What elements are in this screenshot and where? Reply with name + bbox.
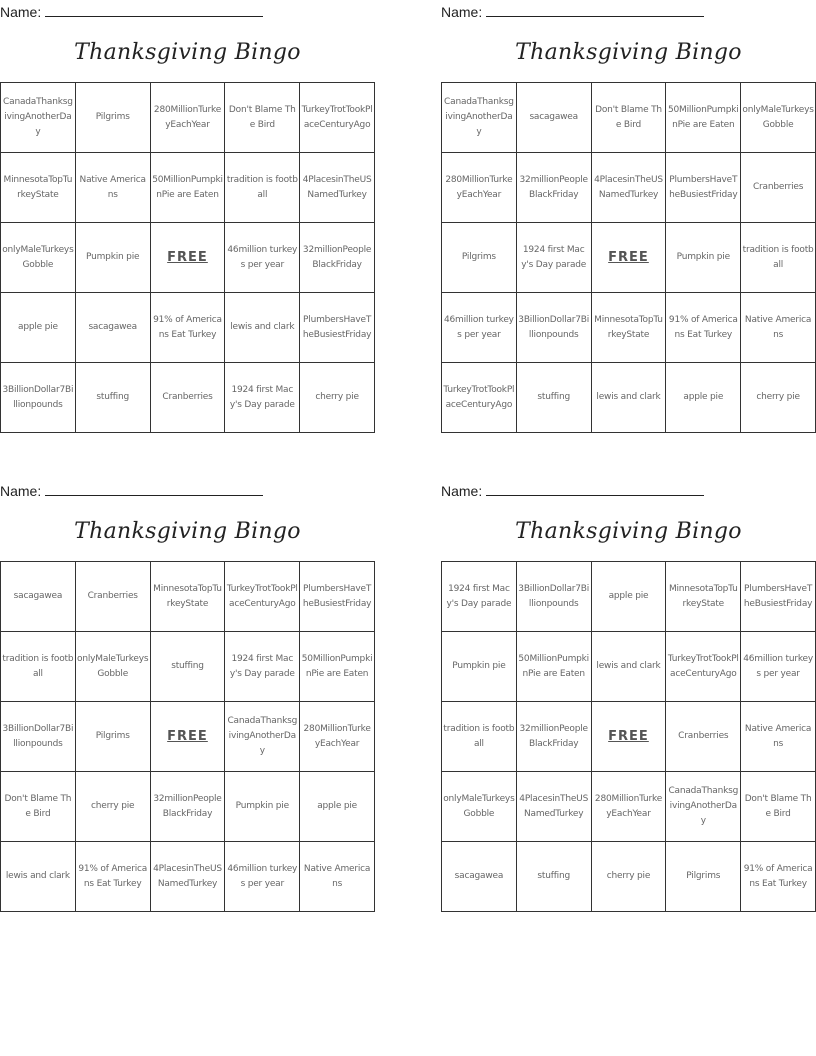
bingo-cell-label: 3BillionDollar7Billionpounds: [518, 314, 590, 340]
bingo-cell-label: Native Americans: [744, 723, 812, 749]
bingo-cell[interactable]: [517, 842, 592, 912]
bingo-cell-label: Pumpkin pie: [676, 252, 730, 262]
bingo-cell[interactable]: [592, 842, 667, 912]
bingo-cell[interactable]: [517, 772, 592, 842]
bingo-cell[interactable]: [517, 223, 592, 293]
bingo-cell-label: tradition is football: [443, 723, 515, 749]
bingo-cell[interactable]: [666, 363, 741, 433]
name-field: [0, 481, 263, 499]
bingo-cell[interactable]: [442, 562, 517, 632]
bingo-cell[interactable]: [666, 83, 741, 153]
bingo-cell-label: MinnesotaTopTurkeyState: [594, 314, 663, 340]
bingo-cell-label: Don't Blame The Bird: [595, 104, 662, 130]
bingo-cell-label: apple pie: [317, 801, 357, 811]
bingo-cell[interactable]: [442, 842, 517, 912]
bingo-cell-label: 280MillionTurkeyEachYear: [303, 723, 371, 749]
bingo-cell[interactable]: [741, 562, 816, 632]
bingo-cell-label: PlumbersHaveTheBusiestFriday: [302, 314, 372, 340]
bingo-cell-label: Pumpkin pie: [235, 801, 289, 811]
bingo-card-3: [0, 479, 375, 919]
bingo-cell[interactable]: [1, 223, 76, 293]
bingo-cell-label: Native Americans: [79, 174, 146, 200]
bingo-cell[interactable]: [1, 363, 76, 433]
bingo-grid: [0, 82, 375, 433]
bingo-cell-label: apple pie: [683, 392, 724, 402]
bingo-cell-label: Pilgrims: [461, 252, 496, 262]
bingo-cell-label: 1924 first Macy's Day parade: [521, 244, 587, 270]
bingo-cell-label: TurkeyTrotTookPlaceCenturyAgo: [301, 104, 373, 130]
bingo-cell-label: 50MillionPumpkinPie are Eaten: [518, 653, 589, 679]
bingo-cell[interactable]: [76, 363, 151, 433]
card-title: Thanksgiving Bingo: [74, 40, 301, 65]
bingo-cell[interactable]: [76, 562, 151, 632]
bingo-cell[interactable]: [300, 632, 375, 702]
bingo-cell-label: lewis and clark: [596, 661, 661, 671]
bingo-cell[interactable]: [666, 842, 741, 912]
bingo-cell[interactable]: [300, 363, 375, 433]
name-field: [441, 2, 704, 20]
bingo-cell-label: CanadaThanksgivingAnotherDay: [3, 97, 73, 137]
bingo-cell-label: MinnesotaTopTurkeyState: [668, 583, 738, 609]
bingo-cell[interactable]: [741, 293, 816, 363]
bingo-cell-label: 91% of Americans Eat Turkey: [78, 863, 148, 889]
bingo-cell[interactable]: [517, 293, 592, 363]
bingo-cell-label: stuffing: [537, 392, 570, 402]
bingo-cell-label: stuffing: [171, 661, 204, 671]
bingo-cell[interactable]: [300, 772, 375, 842]
bingo-cell[interactable]: [76, 842, 151, 912]
bingo-cell-label: apple pie: [608, 591, 649, 601]
bingo-cell[interactable]: [442, 83, 517, 153]
bingo-cell[interactable]: [592, 632, 667, 702]
free-space-cell[interactable]: [151, 702, 226, 772]
bingo-cell-label: 280MillionTurkeyEachYear: [153, 104, 222, 130]
bingo-cell[interactable]: [592, 772, 667, 842]
bingo-cell-label: Don't Blame The Bird: [228, 104, 296, 130]
bingo-cell[interactable]: [442, 702, 517, 772]
card-title: Thanksgiving Bingo: [74, 519, 301, 544]
bingo-cell[interactable]: [300, 702, 375, 772]
bingo-cell[interactable]: [225, 223, 300, 293]
bingo-cell-label: TurkeyTrotTookPlaceCenturyAgo: [443, 384, 515, 410]
bingo-cell-label: 91% of Americans Eat Turkey: [153, 314, 222, 340]
bingo-cell-label: 3BillionDollar7Billionpounds: [2, 384, 74, 410]
name-blank-line[interactable]: [45, 481, 263, 496]
bingo-cell[interactable]: [741, 772, 816, 842]
bingo-cell-label: lewis and clark: [230, 322, 295, 332]
bingo-cell-label: 50MillionPumpkinPie are Eaten: [667, 104, 739, 130]
bingo-cell-label: onlyMaleTurkeysGobble: [77, 653, 149, 679]
bingo-cell-label: 46million turkeys per year: [227, 863, 298, 889]
bingo-cell-label: tradition is football: [226, 174, 298, 200]
bingo-cell[interactable]: [442, 223, 517, 293]
bingo-cell[interactable]: [225, 772, 300, 842]
bingo-cell[interactable]: [225, 83, 300, 153]
bingo-cell[interactable]: [741, 842, 816, 912]
bingo-cell-label: stuffing: [537, 871, 570, 881]
bingo-cell-label: CanadaThanksgivingAnotherDay: [444, 97, 514, 137]
bingo-cell-label: 46million turkeys per year: [444, 314, 514, 340]
bingo-cell-label: Pilgrims: [95, 731, 130, 741]
bingo-cell-label: Cranberries: [678, 731, 729, 741]
bingo-cell-label: 91% of Americans Eat Turkey: [668, 314, 738, 340]
bingo-cell-label: PlumbersHaveTheBusiestFriday: [669, 174, 738, 200]
bingo-cell[interactable]: [741, 632, 816, 702]
bingo-cell-label: FREE: [167, 729, 208, 744]
bingo-cell[interactable]: [741, 223, 816, 293]
bingo-cell[interactable]: [741, 363, 816, 433]
bingo-cell-label: 50MillionPumpkinPie are Eaten: [152, 174, 223, 200]
bingo-cell[interactable]: [592, 562, 667, 632]
bingo-grid: [0, 561, 375, 912]
bingo-cell[interactable]: [300, 842, 375, 912]
bingo-cell[interactable]: [442, 293, 517, 363]
bingo-cell[interactable]: [1, 632, 76, 702]
bingo-cell[interactable]: [300, 562, 375, 632]
bingo-cell-label: onlyMaleTurkeysGobble: [443, 793, 515, 819]
bingo-cell[interactable]: [76, 632, 151, 702]
bingo-cell-label: 4PlacesinTheUSNamedTurkey: [153, 863, 222, 889]
free-space-cell[interactable]: [592, 223, 667, 293]
bingo-cell[interactable]: [666, 293, 741, 363]
bingo-cell[interactable]: [517, 363, 592, 433]
free-space-cell[interactable]: [151, 223, 226, 293]
bingo-cell-label: 32millionPeopleBlackFriday: [519, 174, 588, 200]
bingo-cell[interactable]: [666, 772, 741, 842]
bingo-cell-label: 1924 first Macy's Day parade: [229, 384, 295, 410]
bingo-cell[interactable]: [76, 293, 151, 363]
bingo-cell[interactable]: [225, 562, 300, 632]
bingo-cell-label: Cranberries: [752, 182, 804, 192]
bingo-cell-label: MinnesotaTopTurkeyState: [153, 583, 222, 609]
name-blank-line[interactable]: [486, 481, 704, 496]
bingo-cell[interactable]: [1, 772, 76, 842]
bingo-cell-label: MinnesotaTopTurkeyState: [3, 174, 73, 200]
bingo-cell[interactable]: [76, 223, 151, 293]
bingo-cell-label: 32millionPeopleBlackFriday: [302, 244, 372, 270]
bingo-cell[interactable]: [225, 702, 300, 772]
bingo-cell[interactable]: [666, 562, 741, 632]
name-field: [0, 2, 263, 20]
bingo-cell-label: 50MillionPumpkinPie are Eaten: [301, 653, 373, 679]
bingo-cell[interactable]: [76, 702, 151, 772]
bingo-cell-label: 4PlacesinTheUSNamedTurkey: [594, 174, 663, 200]
bingo-cell-label: onlyMaleTurkeysGobble: [742, 104, 814, 130]
bingo-cell[interactable]: [741, 83, 816, 153]
bingo-cell[interactable]: [741, 153, 816, 223]
bingo-cell[interactable]: [666, 702, 741, 772]
bingo-cell-label: Cranberries: [162, 392, 213, 402]
bingo-cell-label: 46million turkeys per year: [227, 244, 298, 270]
bingo-cell-label: 1924 first Macy's Day parade: [229, 653, 295, 679]
bingo-cell-label: Native Americans: [744, 314, 812, 340]
bingo-cell[interactable]: [442, 363, 517, 433]
bingo-cell-label: 32millionPeopleBlackFriday: [519, 723, 588, 749]
bingo-cell[interactable]: [151, 632, 226, 702]
bingo-cell[interactable]: [442, 632, 517, 702]
bingo-cell-label: PlumbersHaveTheBusiestFriday: [743, 583, 813, 609]
bingo-cell-label: apple pie: [18, 322, 58, 332]
bingo-cell-label: stuffing: [96, 392, 129, 402]
bingo-cell-label: cherry pie: [315, 392, 359, 402]
name-label: Name:: [0, 4, 42, 20]
bingo-cell-label: Native Americans: [303, 863, 371, 889]
bingo-cell[interactable]: [517, 153, 592, 223]
bingo-cell[interactable]: [1, 562, 76, 632]
bingo-cell[interactable]: [1, 702, 76, 772]
bingo-cell-label: cherry pie: [756, 392, 800, 402]
bingo-cell-label: TurkeyTrotTookPlaceCenturyAgo: [667, 653, 739, 679]
bingo-cell[interactable]: [151, 83, 226, 153]
bingo-cell[interactable]: [592, 153, 667, 223]
bingo-cell-label: cherry pie: [606, 871, 651, 881]
bingo-cell[interactable]: [76, 772, 151, 842]
bingo-cell-label: sacagawea: [13, 591, 63, 601]
bingo-cell[interactable]: [1, 293, 76, 363]
bingo-cell-label: lewis and clark: [596, 392, 661, 402]
name-field: [441, 481, 704, 499]
bingo-cell-label: 46million turkeys per year: [743, 653, 813, 679]
bingo-cell[interactable]: [1, 83, 76, 153]
bingo-cell-label: sacagawea: [88, 322, 137, 332]
name-blank-line[interactable]: [486, 2, 704, 17]
bingo-cell[interactable]: [517, 632, 592, 702]
bingo-cell[interactable]: [151, 363, 226, 433]
bingo-grid: [441, 561, 816, 912]
bingo-cell[interactable]: [225, 293, 300, 363]
bingo-cell-label: 3BillionDollar7Billionpounds: [518, 583, 590, 609]
bingo-cell-label: cherry pie: [91, 801, 135, 811]
bingo-cell[interactable]: [300, 223, 375, 293]
bingo-cell-label: CanadaThanksgivingAnotherDay: [668, 786, 739, 826]
bingo-cell[interactable]: [300, 153, 375, 223]
bingo-cell-label: Don't Blame The Bird: [4, 793, 72, 819]
card-title: Thanksgiving Bingo: [515, 40, 742, 65]
bingo-cell[interactable]: [225, 842, 300, 912]
bingo-cell[interactable]: [517, 83, 592, 153]
bingo-cell[interactable]: [151, 293, 226, 363]
name-label: Name:: [0, 483, 42, 499]
bingo-cell-label: lewis and clark: [5, 871, 70, 881]
bingo-cell[interactable]: [1, 842, 76, 912]
bingo-cell[interactable]: [666, 223, 741, 293]
bingo-cell[interactable]: [517, 562, 592, 632]
bingo-cell-label: tradition is football: [2, 653, 74, 679]
bingo-cell-label: Don't Blame The Bird: [744, 793, 812, 819]
bingo-cell[interactable]: [517, 702, 592, 772]
bingo-cell[interactable]: [741, 702, 816, 772]
bingo-cell-label: FREE: [167, 250, 208, 265]
name-label: Name:: [441, 4, 483, 20]
bingo-cell[interactable]: [442, 772, 517, 842]
bingo-cell[interactable]: [76, 153, 151, 223]
bingo-cell[interactable]: [442, 153, 517, 223]
bingo-cell[interactable]: [592, 293, 667, 363]
bingo-cell[interactable]: [592, 83, 667, 153]
name-blank-line[interactable]: [45, 2, 263, 17]
bingo-cell-label: onlyMaleTurkeysGobble: [2, 244, 74, 270]
bingo-cell-label: Pilgrims: [95, 112, 130, 122]
bingo-card-4: [441, 479, 816, 919]
bingo-cell[interactable]: [151, 772, 226, 842]
bingo-cell[interactable]: [592, 363, 667, 433]
bingo-cell-label: Pumpkin pie: [452, 661, 506, 671]
bingo-card-1: [0, 0, 375, 440]
bingo-cell-label: tradition is football: [742, 244, 814, 270]
bingo-cell[interactable]: [151, 153, 226, 223]
bingo-cell[interactable]: [1, 153, 76, 223]
bingo-cell[interactable]: [300, 293, 375, 363]
bingo-cell[interactable]: [225, 632, 300, 702]
bingo-cell-label: 3BillionDollar7Billionpounds: [2, 723, 74, 749]
card-title: Thanksgiving Bingo: [515, 519, 742, 544]
bingo-cell-label: FREE: [608, 250, 649, 265]
bingo-cell-label: Cranberries: [87, 591, 138, 601]
bingo-cell-label: 1924 first Macy's Day parade: [446, 583, 512, 609]
bingo-cell-label: 4PlacesinTheUSNamedTurkey: [519, 793, 589, 819]
bingo-cell[interactable]: [76, 83, 151, 153]
bingo-card-2: [441, 0, 816, 440]
bingo-cell[interactable]: [151, 562, 226, 632]
bingo-cell-label: sacagawea: [529, 112, 578, 122]
bingo-cell-label: FREE: [608, 729, 649, 744]
bingo-cell[interactable]: [225, 363, 300, 433]
bingo-cell[interactable]: [666, 153, 741, 223]
bingo-cell-label: Pumpkin pie: [86, 252, 140, 262]
bingo-cell-label: sacagawea: [454, 871, 504, 881]
bingo-cell-label: 91% of Americans Eat Turkey: [743, 863, 813, 889]
bingo-cell[interactable]: [300, 83, 375, 153]
bingo-cell-label: 32millionPeopleBlackFriday: [153, 793, 222, 819]
free-space-cell[interactable]: [592, 702, 667, 772]
bingo-cell[interactable]: [666, 632, 741, 702]
name-label: Name:: [441, 483, 483, 499]
bingo-cell[interactable]: [151, 842, 226, 912]
bingo-cell-label: 4PlacesinTheUSNamedTurkey: [302, 174, 372, 200]
bingo-cell-label: 280MillionTurkeyEachYear: [445, 174, 513, 200]
bingo-grid: [441, 82, 816, 433]
bingo-cell-label: CanadaThanksgivingAnotherDay: [227, 716, 298, 756]
bingo-cell-label: Pilgrims: [686, 871, 721, 881]
bingo-cell-label: TurkeyTrotTookPlaceCenturyAgo: [226, 583, 298, 609]
bingo-cell-label: PlumbersHaveTheBusiestFriday: [302, 583, 372, 609]
bingo-cell-label: 280MillionTurkeyEachYear: [594, 793, 663, 819]
bingo-cell[interactable]: [225, 153, 300, 223]
